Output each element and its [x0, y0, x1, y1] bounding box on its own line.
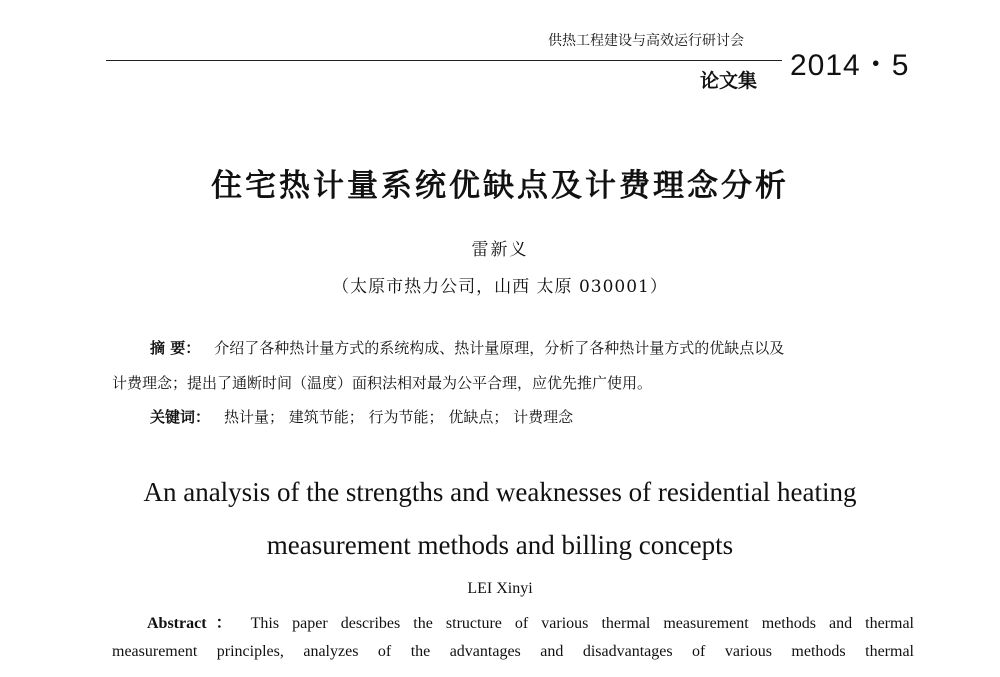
english-title-line-1: An analysis of the strengths and weaknesses of residential heating	[143, 477, 857, 507]
english-abstract-line-2: measurement principles, analyzes of the advantages and disadvantages of various methods thermal	[112, 643, 914, 660]
collection-label: 论文集	[700, 70, 758, 92]
english-abstract-label: Abstract：	[147, 615, 241, 632]
header-rule	[106, 60, 782, 61]
chinese-abstract-line-2: 计费理念；提出了通断时间（温度）面积法相对最为公平合理，应优先推广使用。	[112, 374, 653, 392]
english-abstract-text-1: This paper describes the structure of various thermal measurement methods and thermal	[250, 615, 914, 632]
chinese-keywords-label: 关键词：	[150, 408, 211, 426]
chinese-keywords-text: 热计量； 建筑节能； 行为节能； 优缺点； 计费理念	[224, 408, 574, 426]
conference-name: 供热工程建设与高效运行研讨会	[548, 33, 744, 49]
chinese-abstract-label: 摘 要：	[150, 339, 201, 357]
chinese-abstract-text-1: 介绍了各种热计量方式的系统构成、热计量原理，分析了各种热计量方式的优缺点以及	[214, 339, 785, 357]
chinese-abstract-line-1	[150, 337, 784, 358]
chinese-affiliation: （太原市热力公司，山西 太原 030001）	[332, 277, 668, 297]
chinese-author: 雷新义	[471, 240, 529, 260]
chinese-keywords	[150, 406, 573, 427]
english-author: LEI Xinyi	[467, 580, 533, 597]
chinese-title: 住宅热计量系统优缺点及计费理念分析	[211, 168, 789, 204]
english-title-line-2: measurement methods and billing concepts	[266, 530, 734, 560]
english-abstract-line-1	[147, 610, 914, 633]
issue-number: 2014・5	[790, 49, 910, 82]
